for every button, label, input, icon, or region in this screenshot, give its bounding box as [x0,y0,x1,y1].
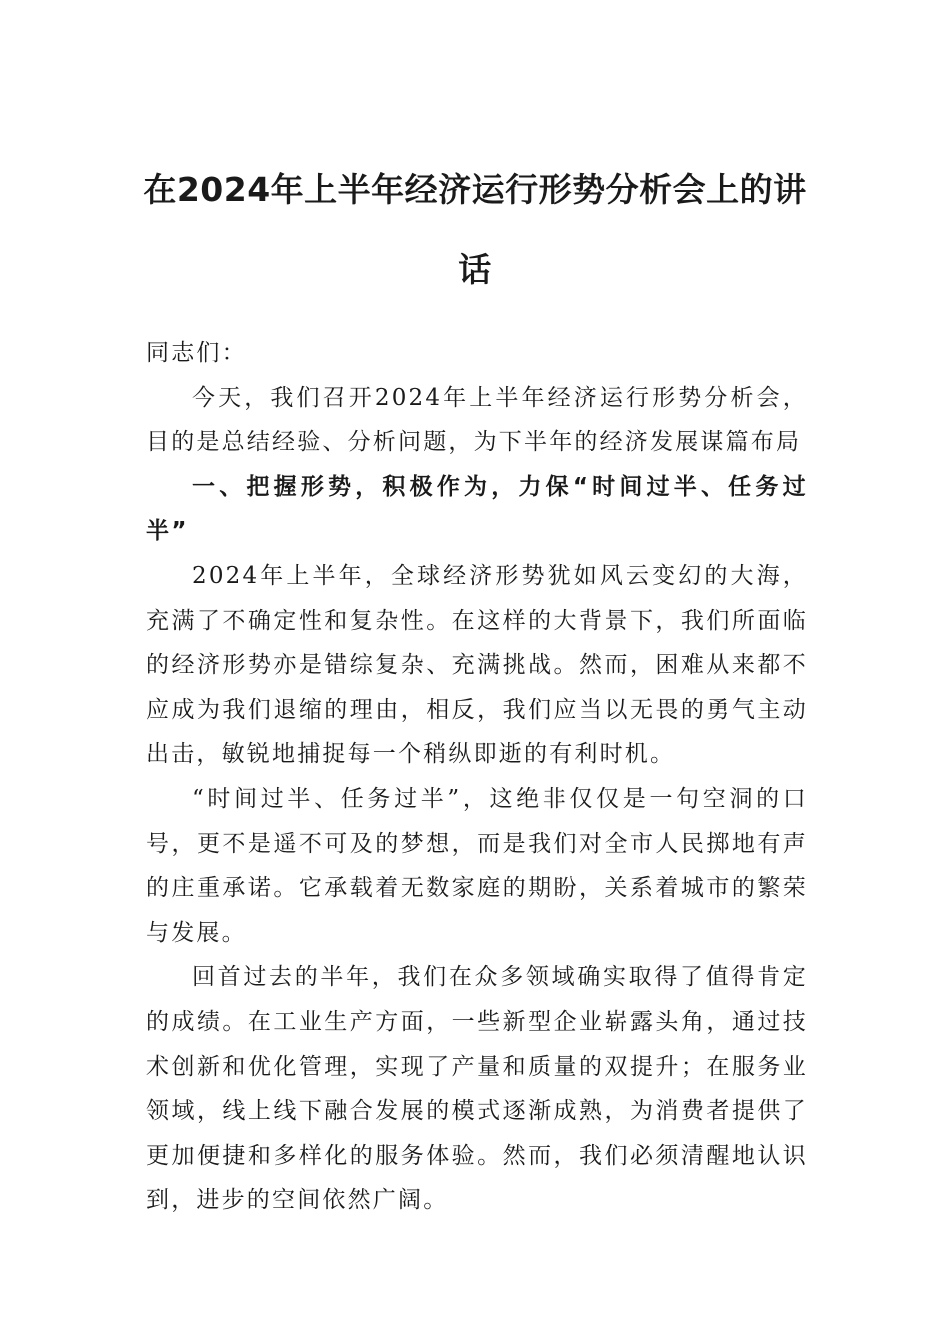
paragraph: 回首过去的半年，我们在众多领域确实取得了值得肯定的成绩。在工业生产方面，一些新型企业崭露头角，通过技术创新和优化管理，实现了产量和质量的双提升；在服务业领域，线上线下融合发展的模式逐渐成熟，为消费者提供了更加便捷和多样化的服务体验。然而，我们必须清醒地认识到，进步的空间依然广阔。 [146,964,808,1214]
document-title: 在2024年上半年经济运行形势分析会上的讲话 [143,170,807,289]
paragraph: 2024年上半年，全球经济形势犹如风云变幻的大海，充满了不确定性和复杂性。在这样的大背景下，我们所面临的经济形势亦是错综复杂、充满挑战。然而，困难从来都不应成为我们退缩的理由，相反，我们应当以无畏的勇气主动出击，敏锐地捕捉每一个稍纵即逝的有利时机。 [146,562,808,768]
document-body [146,331,808,1223]
section-heading-1: 一、把握形势，积极作为，力保“时间过半、任务过半” [146,473,808,545]
salutation: 同志们： [146,340,247,366]
paragraph-intro: 今天，我们召开2024年上半年经济运行形势分析会，目的是总结经验、分析问题，为下半年的经济发展谋篇布局 [146,384,808,456]
paragraph: “时间过半、任务过半”，这绝非仅仅是一句空洞的口号，更不是遥不可及的梦想，而是我们对全市人民掷地有声的庄重承诺。它承载着无数家庭的期盼，关系着城市的繁荣与发展。 [146,785,808,946]
